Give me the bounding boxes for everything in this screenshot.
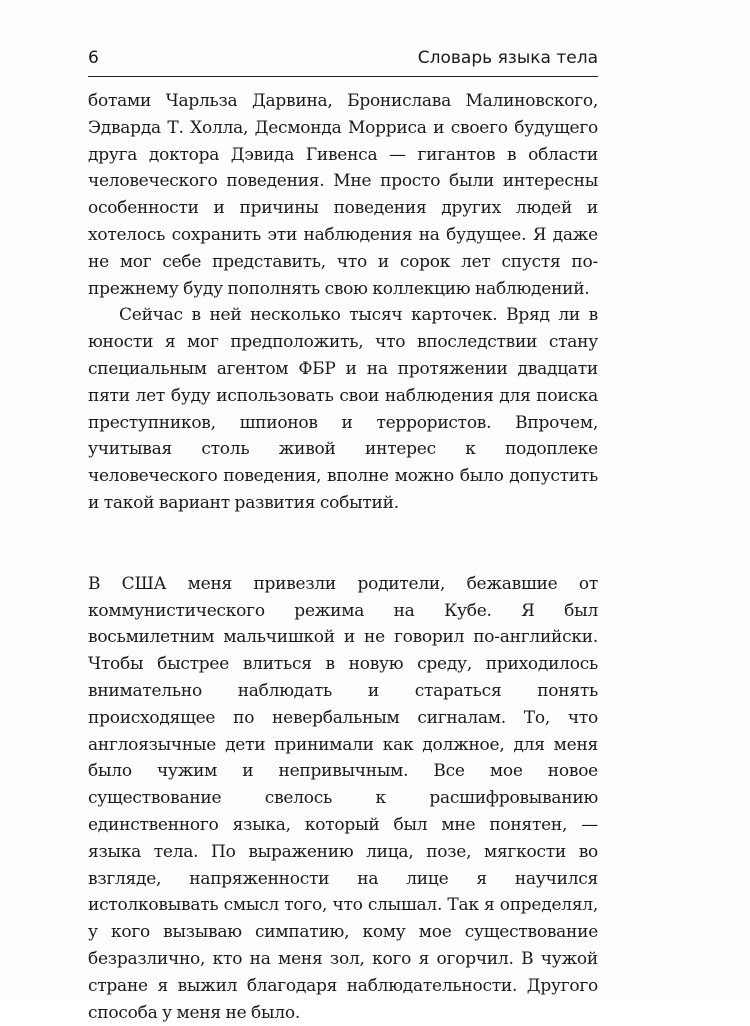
running-title: Словарь языка тела [417, 48, 598, 68]
page-header [88, 48, 598, 76]
page-number: 6 [88, 48, 99, 68]
header-rule [88, 76, 598, 77]
paragraph-continuation: ботами Чарльза Дарвина, Бронислава Малиновского, Эдварда Т. Холла, Десмонда Морриса и своего будущего друга доктора Дэвида Гивенса — гигантов в области человеческого поведения. Мне просто были интересны особенности и причины поведения других людей и хотелось сохранить эти наблюдения на будущее. Я даже не мог себе представить, что и сорок лет спустя по-прежнему буду пополнять свою коллекцию наблюдений. [88, 91, 598, 299]
paragraph: Сейчас в ней несколько тысяч карточек. Вряд ли в юности я мог предположить, что впоследствии стану специальным агентом ФБР и на протяжении двадцати пяти лет буду использовать свои наблюдения для поиска преступников, шпионов и террористов. Впрочем, учитывая столь живой интерес к подоплеке человеческого поведения, вполне можно было допустить и такой вариант развития событий. [88, 305, 598, 513]
paragraph-section-start: В США меня привезли родители, бежавшие от коммунистического режима на Кубе. Я был восьмилетним мальчишкой и не говорил по-английски. Чтобы быстрее влиться в новую среду, приходилось внимательно наблюдать и стараться понять происходящее по невербальным сигналам. То, что англоязычные дети принимали как должное, для меня было чужим и непривычным. Все мое новое существование свелось к расшифровыванию единственного языка, который был мне понятен, — языка тела. По выражению лица, позе, мягкости во взгляде, напряженности на лице я научился истолковывать смысл того, что слышал. Так я определял, у кого вызываю симпатию, кому мое существование безразлично, кто на меня зол, кого я огорчил. В чужой стране я выжил благодаря наблюдательности. Другого способа у меня не было. [88, 573, 598, 1023]
body-text [88, 88, 598, 1026]
